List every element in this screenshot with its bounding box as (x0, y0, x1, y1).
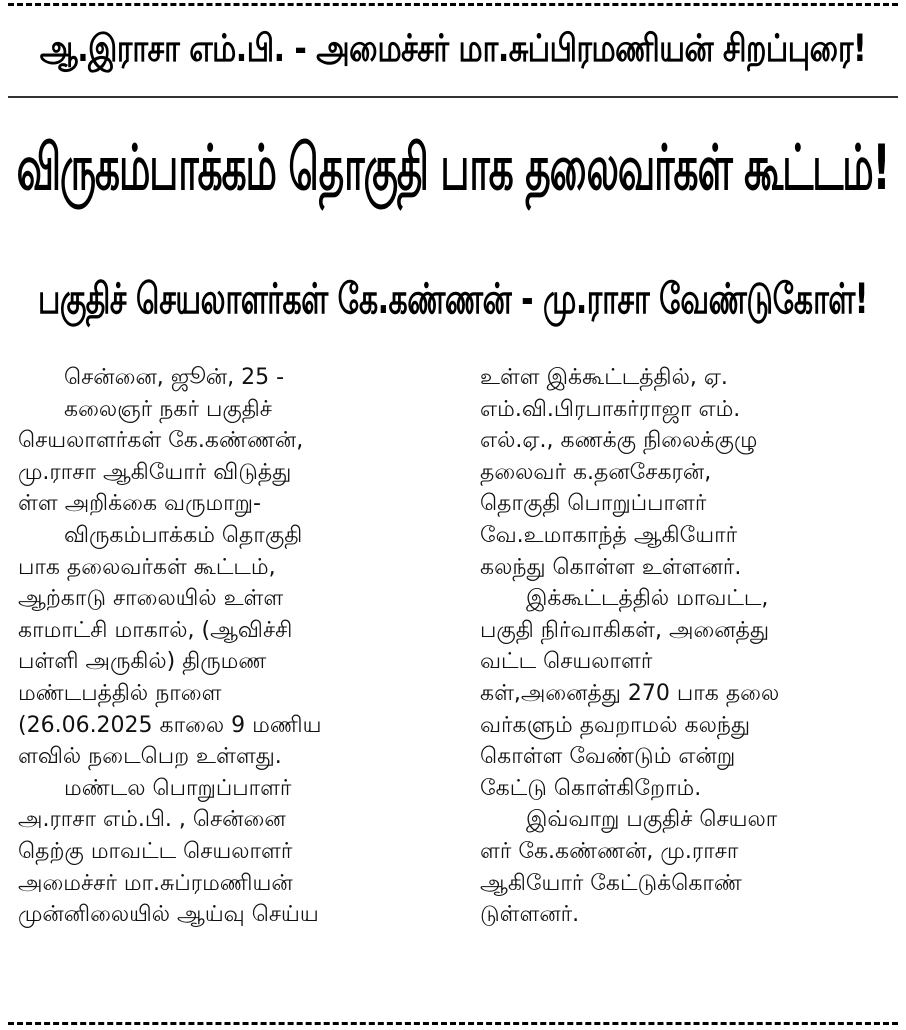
article-line: மு.ராசா ஆகியோர் விடுத்து (18, 459, 292, 485)
main-headline: விருகம்பாக்கம் தொகுதி பாக தலைவர்கள் கூட்டம்! (16, 133, 890, 205)
kicker-headline: ஆ.இராசா எம்.பி. - அமைச்சர் மா.சுப்பிரமணியன் சிறப்புரை! (39, 26, 867, 71)
article-line: செயலாளர்கள் கே.கண்ணன், (18, 428, 304, 454)
bottom-dashed-border (8, 1022, 898, 1025)
article-line: ளவில் நடைபெற உள்ளது. (18, 744, 282, 770)
article-line: ஆகியோர் கேட்டுக்கொண் (480, 870, 742, 896)
article-line: தலைவர் க.தனசேகரன், (480, 459, 712, 485)
article-line: கள்,அனைத்து 270 பாக தலை (480, 680, 780, 706)
article-line: கலந்து கொள்ள உள்ளனர். (480, 554, 742, 580)
top-dashed-border (8, 3, 898, 6)
article-line: அ.ராசா எம்.பி. , சென்னை (18, 807, 286, 833)
article-line: பள்ளி அருகில்) திருமண (18, 649, 267, 675)
article-line: கலைஞர் நகர் பகுதிச் (64, 396, 272, 422)
article-line: எல்.ஏ., கணக்கு நிலைக்குழு (480, 428, 758, 454)
article-line: ள்ள அறிக்கை வருமாறு- (18, 491, 261, 517)
article-line: விருகம்பாக்கம் தொகுதி (64, 522, 303, 548)
article-line: வே.உமாகாந்த் ஆகியோர் (480, 522, 738, 548)
article-line: அமைச்சர் மா.சுப்ரமணியன் (18, 870, 293, 896)
article-line: கொள்ள வேண்டும் என்று (480, 744, 736, 770)
article-line: இக்கூட்டத்தில் மாவட்ட, (526, 586, 769, 612)
article-line: முன்னிலையில் ஆய்வு செய்ய (18, 902, 319, 928)
sub-headline: பகுதிச் செயலாளர்கள் கே.கண்ணன் - மு.ராசா வேண்டுகோள்! (38, 274, 868, 324)
article-line: மண்டல பொறுப்பாளர் (64, 775, 292, 801)
article-line: வட்ட செயலாளர் (480, 649, 653, 675)
article-line: காமாட்சி மாகால், (ஆவிச்சி (18, 617, 293, 643)
article-line: டுள்ளனர். (480, 902, 580, 928)
article-line: எம்.வி.பிரபாகர்ராஜா எம். (480, 396, 741, 422)
article-column-left (18, 362, 438, 931)
article-line: சென்னை, ஜூன், 25 - (64, 365, 285, 390)
article-line: பாக தலைவர்கள் கூட்டம், (18, 554, 276, 580)
article-line: கேட்டு கொள்கிறோம். (480, 775, 702, 801)
article-line: பகுதி நிர்வாகிகள், அனைத்து (480, 617, 770, 643)
article-line: இவ்வாறு பகுதிச் செயலா (526, 807, 778, 833)
article-column-right (480, 362, 900, 931)
article-line: வர்களும் தவறாமல் கலந்து (480, 712, 751, 738)
article-line: தொகுதி பொறுப்பாளர் (480, 491, 707, 517)
article-line: உள்ள இக்கூட்டத்தில், ஏ. (480, 365, 728, 390)
article-line: தெற்கு மாவட்ட செயலாளர் (18, 838, 293, 864)
article-line: ளர் கே.கண்ணன், மு.ராசா (480, 838, 739, 864)
article-line: ஆற்காடு சாலையில் உள்ள (18, 586, 284, 612)
article-line: மண்டபத்தில் நாளை (18, 680, 222, 706)
article-line: (26.06.2025 காலை 9 மணிய (18, 712, 322, 738)
